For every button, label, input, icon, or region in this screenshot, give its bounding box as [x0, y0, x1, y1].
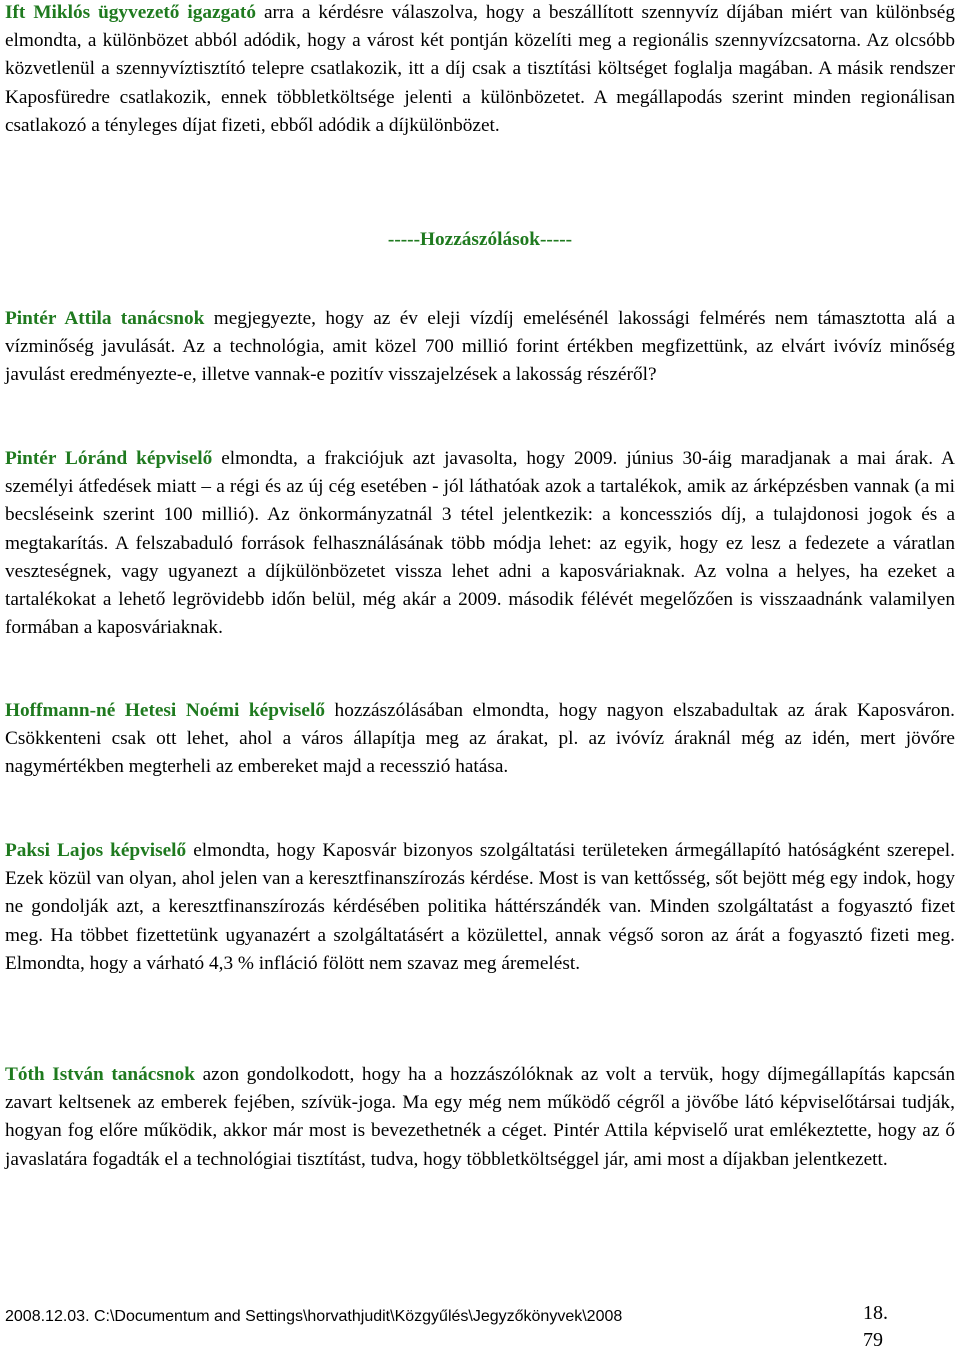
- paragraph-pinter-attila: [5, 305, 955, 390]
- footer-page-line2: 79: [863, 1329, 883, 1351]
- paragraph-text: megjegyezte, hogy az év eleji vízdíj emelésénél lakossági felmérés nem támasztotta alá a vízminőség javulását. Az a technológia, amit közel 700 millió forint értékben megfizettünk, az elvárt ivóvíz minőség javulást eredményezte-e, illetve vannak-e pozitív visszajelzések a lakosság részéről?: [5, 308, 955, 386]
- page-footer: [5, 1300, 955, 1360]
- paragraph-toth-istvan: [5, 1061, 955, 1174]
- paragraph-text: azon gondolkodott, hogy ha a hozzászólóknak az volt a tervük, hogy díjmegállapítás kapcsán zavart keltsenek az emberek fejében, szívük-joga. Ma egy még nem működő cégről a jövőbe látó képviselőtársai tudják, hogyan fog előre működik, akkor már most is bevezethetnék a céget. Pintér Attila képviselő urat emlékeztette, hogy az ő javaslatára fogadták el a technológiai tisztítást, tudva, hogy többletköltséggel jár, ami most a díjakban jelentkezett.: [5, 1064, 955, 1170]
- footer-page-line1: 18.: [863, 1302, 888, 1324]
- speaker-name: Pintér Attila tanácsnok: [5, 308, 205, 329]
- paragraph-text: elmondta, a frakciójuk azt javasolta, hogy 2009. június 30-áig maradjanak a mai árak. A személyi átfedések miatt – a régi és az új cég esetében - jól láthatóak azok a tartalékok, amik az árképzésben vannak (a mi becsléseink szerint 100 millió). Az önkormányzatnál 3 tétel jelentkezik: a koncessziós díj, a tulajdonosi jogok és a megtakarítás. A felszabaduló források felhasználásának több módja lehet: az egyik, hogy ez lesz a fedezete a váratlan veszteségnek, vagy ugyanezt a díjkülönbözetet vissza lehet adni a kaposváriaknak. Az volna a helyes, ha ezeket a tartalékokat a lehető legrövidebb időn belül, még akár a 2009. második félévét megelőzően is visszaadnánk valamilyen formában a kaposváriaknak.: [5, 448, 955, 639]
- section-heading: -----Hozzászólások-----: [387, 229, 573, 250]
- speaker-name: Hoffmann-né Hetesi Noémi képviselő: [5, 700, 325, 721]
- paragraph-paksi-lajos: [5, 837, 955, 978]
- paragraph-text: elmondta, hogy Kaposvár bizonyos szolgáltatási területeken ármegállapító hatóságként szerepel. Ezek közül van olyan, ahol jelen van a keresztfinanszírozás kérdése. Most is van kettősség, sőt bejött még egy indok, hogy ne gondolják azt, a keresztfinanszírozás kérdésében politika háttérszándék van. Minden szolgáltatást a fogyasztó fizet meg. Ha többet fizettetünk ugyanazért a szolgáltatásért a közülettel, annak végső soron az árát a fogyasztó fizeti meg. Elmondta, hogy a várható 4,3 % infláció fölött nem szavaz meg áremelést.: [5, 840, 955, 974]
- footer-page-number: [863, 1300, 888, 1354]
- speaker-name: Pintér Lóránd képviselő: [5, 448, 213, 469]
- footer-date-path: 2008.12.03. C:\Documentum and Settings\horvathjudit\Közgyűlés\Jegyzőkönyvek\2008: [5, 1308, 623, 1325]
- paragraph-text: hozzászólásában elmondta, hogy nagyon elszabadultak az árak Kaposváron. Csökkenteni csak ott lehet, ahol a város állapítja meg az árakat, pl. az ivóvíz áraknál még az idén, mert jövőre nagymértékben megterheli az embereket majd a recesszió hatása.: [5, 700, 955, 778]
- paragraph-ift-miklos: [5, 0, 955, 140]
- paragraph-text: arra a kérdésre válaszolva, hogy a beszállított szennyvíz díjában miért van különbség elmondta, a különbözet abból adódik, hogy a várost két pontján közelíti meg a regionális szennyvízcsatorna. Az olcsóbb közvetlenül a szennyvíztisztító telepre csatlakozik, itt a díj csak a tisztítási költséget foglalja magában. A másik rendszer Kaposfüredre csatlakozik, ennek többletköltsége jelenti a különbözetet. A megállapodás szerint minden regionálisan csatlakozó a tényleges díjat fizeti, ebből adódik a díjkülönbözet.: [5, 2, 955, 136]
- paragraph-hoffmann-ne: [5, 697, 955, 782]
- speaker-name: Tóth István tanácsnok: [5, 1064, 195, 1085]
- speaker-name: Ift Miklós ügyvezető igazgató: [5, 2, 256, 23]
- speaker-name: Paksi Lajos képviselő: [5, 840, 187, 861]
- paragraph-pinter-lorand: [5, 445, 955, 642]
